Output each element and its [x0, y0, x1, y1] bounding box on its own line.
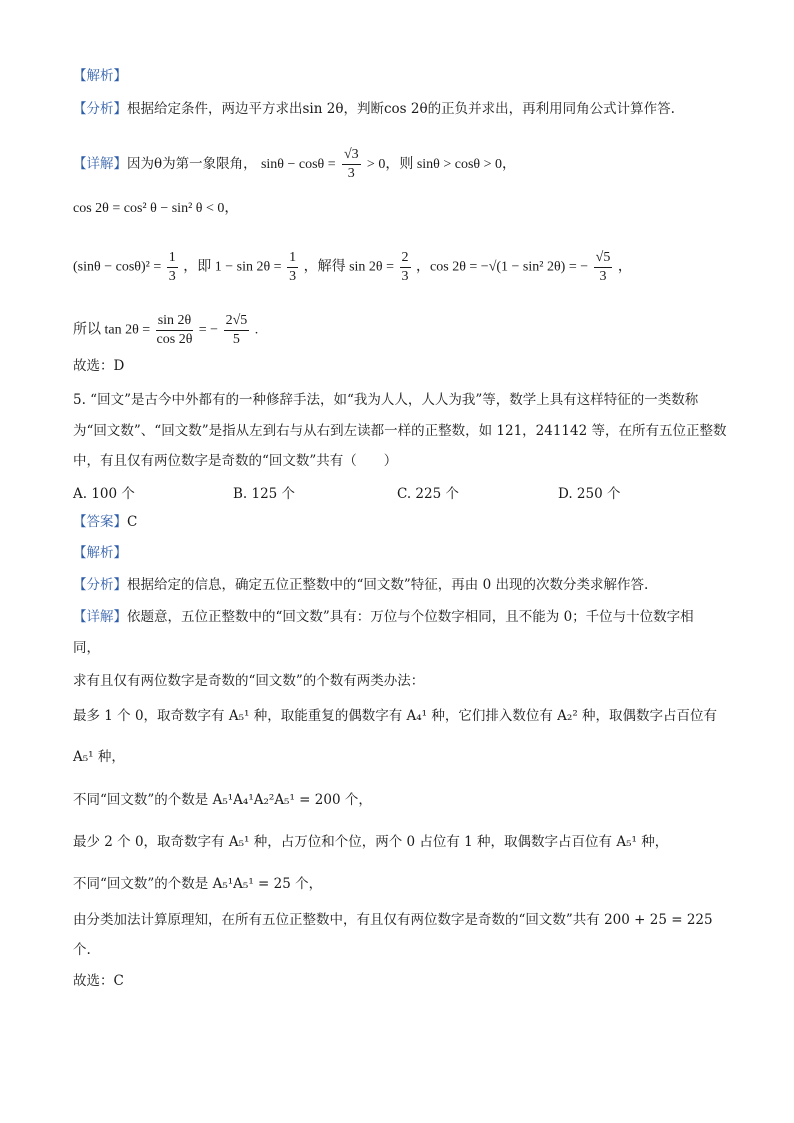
- question-5-line-3: 中，有且仅有两位数字是奇数的“回文数”共有（ ）: [73, 453, 398, 469]
- analysis-fenxi: [73, 99, 675, 119]
- fenxi-label: 【分析】: [73, 577, 127, 593]
- math-expr-3b: ，即 1 − sin 2θ =: [183, 259, 282, 275]
- answer-5: [73, 512, 137, 532]
- analysis-5-count1: 不同“回文数”的个数是 A₅¹A₄¹A₂²A₅¹ = 200 个，: [73, 792, 372, 808]
- option-d: D. 250 个: [558, 486, 621, 502]
- math-expr-3a: (sinθ − cosθ)² =: [73, 259, 162, 275]
- analysis-5-fenxi: [73, 575, 648, 595]
- math-expr-1b: > 0，则 sinθ > cosθ > 0，: [366, 157, 517, 172]
- fraction-numerator: 2: [400, 249, 411, 268]
- math-line-3: [73, 249, 632, 286]
- analysis-5-count2: 不同“回文数”的个数是 A₅¹A₅¹ = 25 个，: [73, 876, 323, 892]
- xiangjie-label: 【详解】: [73, 609, 127, 625]
- xiangjie-text: 依题意，五位正整数中的“回文数”具有：万位与个位数字相同，且不能为 0；千位与十位数字相: [127, 609, 694, 625]
- fraction-denominator: 3: [347, 166, 355, 181]
- analysis-heading: 【解析】: [73, 68, 127, 84]
- question-5-line-1: 5. “回文”是古今中外都有的一种修辞手法，如“我为人人，人人为我”等，数学上具有这样特征的一类数称: [73, 392, 699, 408]
- analysis-5-least2: 最少 2 个 0，取奇数字有 A₅¹ 种，占万位和个位，两个 0 占位有 1 种，取偶数字占百位有 A₅¹ 种，: [73, 834, 669, 850]
- answer-value: C: [127, 514, 138, 530]
- answer-label: 【答案】: [73, 514, 127, 530]
- option-c: C. 225 个: [397, 486, 459, 502]
- fraction-denominator: 3: [168, 269, 176, 284]
- option-b: B. 125 个: [233, 486, 296, 502]
- fraction-denominator: 3: [401, 269, 409, 284]
- fraction-denominator: cos 2θ: [156, 332, 193, 347]
- fraction-sqrt5: [594, 249, 613, 286]
- analysis-5-most1b: A₅¹ 种，: [73, 749, 125, 765]
- math-expr-4a: 所以 tan 2θ =: [73, 322, 151, 338]
- fenxi-text: 根据给定的信息，确定五位正整数中的“回文数”特征，再由 0 出现的次数分类求解作答.: [127, 577, 649, 593]
- analysis-5-sum: 由分类加法计算原理知，在所有五位正整数中，有且仅有两位数字是奇数的“回文数”共有 200 + 25 = 225: [73, 912, 713, 928]
- analysis-5-sum-b: 个.: [73, 942, 91, 958]
- fraction-denominator: 3: [289, 269, 297, 284]
- choice-d: 故选：D: [73, 358, 125, 374]
- analysis-xiangjie: [73, 146, 516, 183]
- math-expr-3e: ，: [617, 259, 632, 275]
- fraction-numerator: √3: [342, 146, 361, 165]
- fraction-tan: [156, 312, 194, 349]
- fraction-denominator: 5: [232, 332, 240, 347]
- fraction-numerator: 1: [287, 249, 298, 268]
- fraction-numerator: √5: [594, 249, 613, 268]
- analysis-5-most1: 最多 1 个 0，取奇数字有 A₅¹ 种，取能重复的偶数字有 A₄¹ 种，它们排入数位有 A₂² 种，取偶数字占百位有: [73, 708, 718, 724]
- math-expr-3d: ，cos 2θ = −√(1 − sin² 2θ) = −: [416, 259, 589, 275]
- xiangjie-label: 【详解】: [73, 156, 127, 172]
- fraction-2-3: [400, 249, 411, 286]
- choice-c: 故选：C: [73, 973, 124, 989]
- math-expr-1: sinθ − cosθ =: [260, 157, 336, 172]
- fraction-sqrt3: [342, 146, 361, 183]
- analysis-5-methods: 求有且仅有两位数字是奇数的“回文数”的个数有两类办法：: [73, 673, 425, 689]
- fraction-numerator: 1: [167, 249, 178, 268]
- analysis-5-heading: 【解析】: [73, 545, 127, 561]
- analysis-5-tong: 同，: [73, 640, 100, 656]
- math-expr-3c: ，解得 sin 2θ =: [303, 259, 395, 275]
- math-line-4: [73, 312, 258, 349]
- math-expr-4c: .: [254, 322, 259, 338]
- option-a: A. 100 个: [73, 486, 135, 502]
- fenxi-text: 根据给定条件，两边平方求出sin 2θ，判断cos 2θ的正负并求出，再利用同角公式计算作答.: [127, 101, 675, 117]
- fraction-1-3: [167, 249, 178, 286]
- math-expr-2: cos 2θ = cos² θ − sin² θ < 0，: [73, 201, 239, 216]
- fraction-numerator: sin 2θ: [156, 312, 194, 331]
- xiangjie-text: 因为θ为第一象限角，: [127, 156, 257, 172]
- analysis-5-xiangjie: [73, 607, 694, 627]
- math-expr-4b: = −: [198, 322, 219, 338]
- fraction-denominator: 3: [599, 269, 607, 284]
- fraction-1-3-b: [287, 249, 298, 286]
- question-5-line-2: 为“回文数”、“回文数”是指从左到右与从右到左读都一样的正整数，如 121，241142 等，在所有五位正整数: [73, 423, 727, 439]
- fraction-numerator: 2√5: [224, 312, 250, 331]
- fraction-answer: [224, 312, 250, 349]
- fenxi-label: 【分析】: [73, 101, 127, 117]
